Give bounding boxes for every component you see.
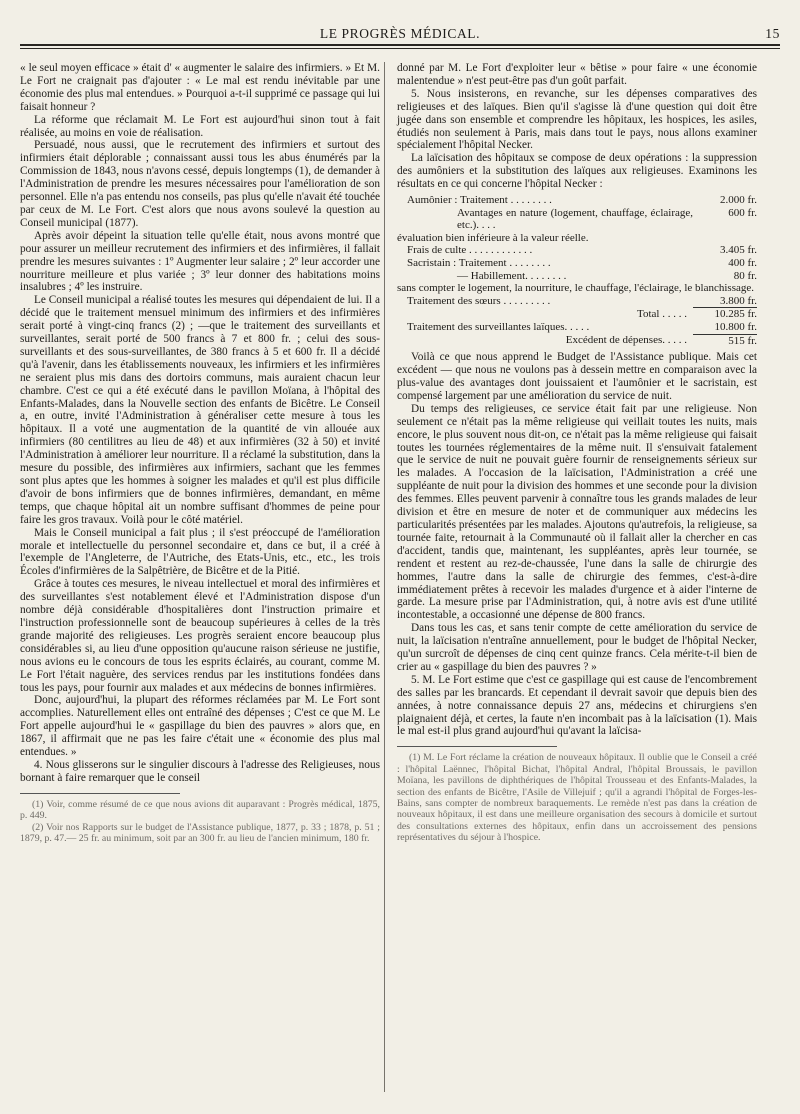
journal-title: LE PROGRÈS MÉDICAL. [319, 26, 481, 41]
paragraph: La laïcisation des hôpitaux se compose de deux opérations : la suppression des aumôniers et la substitution des laïques aux religieuses. Examinons les résultats en ce qui concerne l'hôpital Necker : [397, 152, 757, 191]
table-note: évaluation bien inférieure à la valeur réelle. [397, 231, 589, 244]
table-label: Traitement des sœurs . . . . . . . . . [407, 294, 551, 307]
table-row [397, 282, 757, 295]
header-rule-thick [20, 44, 780, 46]
table-row [397, 321, 757, 334]
paragraph: Grâce à toutes ces mesures, le niveau intellectuel et moral des infirmières et des surveillantes s'est notablement élevé et l'Administration dispose d'un nombre déjà considérable d'hospitalières dont l'instruction primaire et l'instruction professionnelle sont de beaucoup supérieures à celles de la très grande majorité des religieuses. Les progrès seraient encore beaucoup plus considérables si, au lieu d'une opposition qu'aucune raison sérieuse ne justifie, nous avions eu le concours de tous les esprits éclairés, au courant, comme M. Le Fort l'était naguère, des services rendus par les institutions fondées dans tous les pays, pour fournir aux malades et aux médecins de bonnes infirmières. [20, 578, 380, 694]
table-value: 80 fr. [733, 269, 757, 282]
table-excess-value: 515 fr. [693, 334, 757, 347]
table-total-label: Total . . . . . [637, 307, 687, 320]
paragraph: 4. Nous glisserons sur le singulier discours à l'adresse des Religieuses, nous bornant à faire remarquer que le conseil [20, 758, 380, 784]
footnotes [20, 799, 380, 845]
table-row [397, 295, 757, 308]
footnotes [397, 752, 757, 843]
paragraph: Voilà ce que nous apprend le Budget de l'Assistance publique. Mais cet excédent — que nous ne voulons pas à dessein mettre en comparaison avec la plus-value des avantages dont jouissaient et l'aumônier et le sacristain, est compensé largement par une amélioration du service de nuit. [397, 351, 757, 402]
right-column [397, 62, 757, 844]
footnote-rule [397, 746, 557, 747]
running-header [20, 26, 780, 42]
table-row [397, 334, 757, 347]
page-number: 15 [765, 26, 780, 41]
footnote: (1) Voir, comme résumé de ce que nous avions dit auparavant : Progrès médical, 1875, p. 449. [20, 798, 380, 822]
footnote: (1) M. Le Fort réclame la création de nouveaux hôpitaux. Il oublie que le Conseil a créé : l'hôpital Laënnec, l'hôpital Bichat, l'hôpital Andral, l'hôpital Broussais, le pavillon Moïana, les pavillons de diphthériques de l'hôpital Trousseau et des Enfants-Malades, la section des enfants de Bicêtre, l'Asile de Villejuif ; qu'il a agrandi l'hôpital de Forges-les-Bains, sans compter de nombreux baraquements. Le remède n'est pas dans la création de nouveaux hôpitaux, il est dans une meilleure organisation des secours à domicile et surtout des consultations externes des hôpitaux, enfin dans un accroissement des pensions représentatives du séjour à l'hospice. [397, 752, 757, 844]
table-row [397, 207, 757, 232]
paragraph: Mais le Conseil municipal a fait plus ; il s'est préoccupé de l'amélioration morale et intellectuelle du personnel secondaire et, dans ce but, il a créé à l'exemple de l'Angleterre, de l'Autriche, des Etats-Unis, etc., etc., les trois Écoles d'infirmières de la Salpêtrière, de Bicêtre et de la Pitié. [20, 526, 380, 578]
paragraph: Après avoir dépeint la situation telle qu'elle était, nous avons montré que pour assurer un meilleur recrutement des infirmiers et des infirmières, il fallait prendre les mesures suivantes : 1º Augmenter leur salaire ; 2º leur accorder une nourriture meilleure et plus variée ; 3º leur donner des habitations moins insalubres ; 4º les instruire. [20, 229, 380, 294]
table-label: — Habillement. . . . . . . . [457, 269, 567, 282]
expense-table [397, 194, 757, 347]
paragraph: Persuadé, nous aussi, que le recrutement des infirmiers et surtout des infirmiers était déplorable ; connaissant aussi tous les abus énumérés par la Commission de 1843, nous n'avons cessé, depuis longtemps (1), de demander à l'Administration de prendre les mesures nécessaires pour l'amélioration de son personnel. Elle n'a pas entendu nos conseils, pas plus qu'elle n'avait été touchée par ceux de M. Le Fort. C'est alors que nous avons soulevé la question au Conseil municipal (1877). [20, 139, 380, 229]
header-rule-thin [20, 48, 780, 49]
table-row [397, 232, 757, 245]
footnote: (2) Voir nos Rapports sur le budget de l'Assistance publique, 1877, p. 33 ; 1878, p. 51 ; 1879, p. 47.— 25 fr. au minimum, soit par an 300 fr. au lieu de l'ancien minimum, 180 fr. [20, 821, 380, 844]
table-value: 400 fr. [728, 257, 757, 270]
table-value: 3.405 fr. [720, 244, 757, 257]
left-column [20, 62, 380, 844]
table-row [397, 270, 757, 283]
table-label: Avantages en nature (logement, chauffage, éclairage, etc.). . . . [457, 206, 693, 232]
table-row [397, 308, 757, 321]
paragraph: Le Conseil municipal a réalisé toutes les mesures qui dépendaient de lui. Il a décidé que le traitement mensuel minimum des infirmiers et des infirmières serait porté à vingt-cinq francs (2) ; —que le traitement des surveillants et surveillantes, serait porté de 500 francs à 7 et 800 fr. ; celui des sous-surveillants et des sous-surveillantes, de 380 francs à 5 et 600 fr. Il a décidé qu'à l'avenir, dans les établissements nouveaux, les infirmiers et les infirmières ne seraient plus mis dans des dortoirs communs, mais auraient chacun leur chambre. C'est ce qui a été exécuté dans le pavillon Moïana, à l'hôpital des Enfants-Malades, dans la Nouvelle section des enfants de Bicêtre. Le Conseil a, en outre, invité l'Administration à généraliser cette mesure à tous les hôpitaux. Il a voté une augmentation de la quantité de vin allouée aux infirmiers (80 centilitres au lieu de 48) et aux infirmières (32 à 50) et invité l'Administration à améliorer leur nourriture. Il a réclamé la substitution, dans la mesure du possible, des infirmières aux infirmiers, sachant que les femmes sont plus aptes que les hommes à soigner les malades et qu'il est plus difficile d'avoir de bons infirmiers que de bonnes infirmières, demandant, en même temps, que chaque hôpital ait un nombre suffisant d'hommes de peine pour faire les gros travaux. Voilà pour le côté matériel. [20, 294, 380, 526]
paragraph: « le seul moyen efficace » était d' « augmenter le salaire des infirmiers. » Et M. Le Fort ne craignait pas d'ajouter : « Le mal est rendu inévitable par une économie des plus mal entendues. » Pourquoi a-t-il supprimé ce passage qui lui faisait honneur ? [20, 62, 380, 113]
paragraph: 5. M. Le Fort estime que c'est ce gaspillage qui est cause de l'encombrement des salles par les brancards. Et cependant il devrait savoir que depuis bien des années, à notre connaissance depuis 27 ans, médecins et chirurgiens s'en plaignaient déjà, et certes, la faute n'en incombait pas à la laïcisation (1). Mais le mal est-il plus grand aujourd'hui qu'avant la laïcisa- [397, 673, 757, 738]
paragraph: 5. Nous insisterons, en revanche, sur les dépenses comparatives des religieuses et des laïques. Bien qu'il s'agisse là d'une question qui doit être jugée dans son ensemble et comprendre les hôpitaux, les hospices, les asiles, étudiés non seulement à Paris, mais dans tout le pays, nous allons examiner spécialement l'hôpital Necker. [397, 87, 757, 152]
table-label: Frais de culte . . . . . . . . . . . . [407, 244, 533, 257]
paragraph: Du temps des religieuses, ce service était fait par une religieuse. Non seulement ce n'était pas la même religieuse qui veillait toutes les nuits, mais encore, le plus souvent nous dit-on, ce n'était pas la même religieuse qui faisait toutes les tournées réglementaires de la même nuit. Il s'ensuivait fatalement que le service de nuit ne pouvait guère fournir de renseignements sérieux sur les malades. A l'occasion de la laïcisation, l'Administration a créé une suppléante de nuit pour la division des hommes et une seconde pour la division des femmes. Elles peuvent parvenir à connaître tous les grands malades de leur division et être en mesure de noter et de communiquer aux médecins les particularités présentées par les malades. Ajoutons qu'autrefois, la religieuse, sa tournée faite, retournait à la Communauté où il fallait aller la chercher en cas d'accident, tandis que, maintenant, les suppléantes, après leur tournée, se rendent et restent au rez-de-chaussée, l'une dans la salle de chirurgie des hommes, l'autre dans la salle de chirurgie des femmes, c'est-à-dire immédiatement prêtes à recevoir les malades d'urgence et à aider l'interne de garde. La mesure prise par l'Administration, qui, à notre avis est d'une utilité incontestable, a occasionné une dépense de 800 francs. [397, 402, 757, 622]
column-divider [384, 62, 385, 1092]
table-value: 2.000 fr. [720, 194, 757, 207]
table-excess-label: Excédent de dépenses. . . . . [565, 334, 687, 347]
table-row [397, 194, 757, 207]
paragraph: Dans tous les cas, et sans tenir compte de cette amélioration du service de nuit, la laïcisation n'entraîne annuellement, pour le budget de l'hôpital Necker, qu'un surcroît de dépenses de cinq cent quinze francs. Cela mérite-t-il bien de crier au « gaspillage du bien des pauvres ? » [397, 622, 757, 673]
paragraph: La réforme que réclamait M. Le Fort est aujourd'hui sinon tout à fait réalisée, au moins en voie de réalisation. [20, 113, 380, 139]
paragraph: Donc, aujourd'hui, la plupart des réformes réclamées par M. Le Fort sont accomplies. Naturellement elles ont entraîné des dépenses ; C'est ce que M. Le Fort appelle aujourd'hui le « gaspillage du bien des pauvres » alors que, en 1867, il affirmait que ne pas les faire c'était une « économie des plus mal entendues. » [20, 694, 380, 759]
table-total-value: 10.285 fr. [693, 308, 757, 321]
paragraph: donné par M. Le Fort d'exploiter leur « bêtise » pour faire « une économie malentendue » n'est peut-être pas d'un goût parfait. [397, 62, 757, 87]
table-row [397, 257, 757, 270]
table-note: sans compter le logement, la nourriture, le chauffage, l'éclairage, le blanchissage. [397, 282, 754, 295]
table-value: 600 fr. [728, 206, 757, 219]
footnote-rule [20, 793, 180, 794]
table-value: 3.800 fr. [720, 294, 757, 307]
table-row [397, 244, 757, 257]
table-label: Traitement des surveillantes laïques. . . . . [407, 321, 590, 333]
table-label: Aumônier : Traitement . . . . . . . . [407, 194, 552, 207]
table-label: Sacristain : Traitement . . . . . . . . [407, 257, 551, 270]
table-value: 10.800 fr. [714, 321, 757, 333]
